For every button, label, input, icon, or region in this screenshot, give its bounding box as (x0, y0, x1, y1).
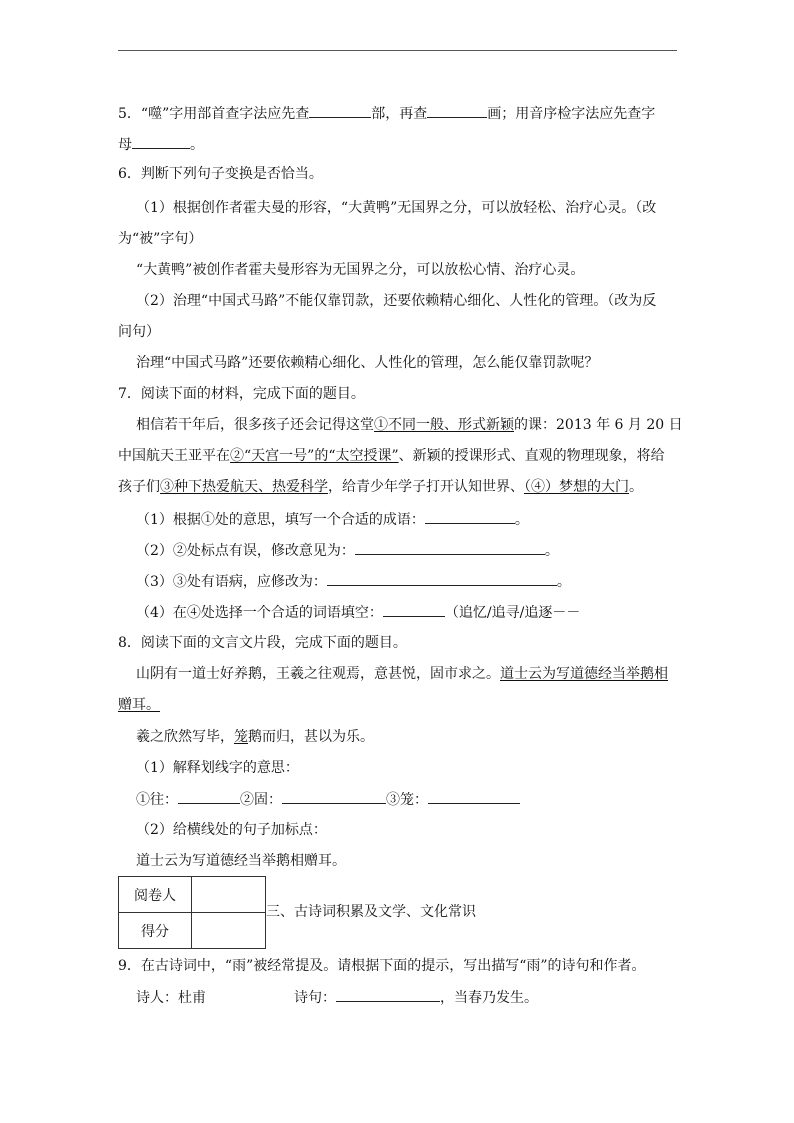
q7-item-text: 。 (514, 512, 529, 528)
q7-item-text: （3）③处有语病，应修改为： (136, 574, 327, 590)
q5-text: 。 (190, 137, 204, 153)
q7-text: 相信若干年后，很多孩子还会记得这堂 (136, 417, 374, 433)
reviewer-label: 阅卷人 (119, 877, 192, 913)
q7-answer-blank-2[interactable] (355, 540, 545, 555)
score-table (118, 876, 266, 949)
score-cell[interactable] (192, 913, 266, 949)
q7-item3 (136, 571, 571, 592)
q5-line2 (118, 134, 204, 155)
q8-blank-1[interactable] (178, 789, 240, 804)
q5-blank-radical[interactable] (309, 103, 371, 118)
q8-word-label: ①往： (136, 792, 178, 808)
q7-item-text: （4）在④处选择一个合适的词语填空： (136, 605, 383, 621)
q7-item4 (136, 602, 580, 623)
q6-sub2: （2）治理“中国式马路”不能仅靠罚款，还要依赖精心细化、人性化的管理。（改为反 (136, 293, 657, 309)
q7-text: 、新颖的授课形式、直观的物理现象，将给 (398, 448, 665, 464)
q8-item1: （1）解释划线字的意思： (136, 760, 299, 776)
q5-blank-letter[interactable] (132, 134, 190, 149)
q7-material-line3 (118, 477, 643, 497)
q8-blank-3[interactable] (428, 789, 520, 804)
q7-underline-2: ②“天宫一号”的“太空授课” (230, 448, 399, 464)
q8-text: 鹅而归，甚以为乐。 (248, 729, 374, 745)
q8-item2: （2）给横线处的句子加标点： (136, 822, 327, 838)
q7-item1 (136, 509, 529, 530)
q8-text: 羲之欣然写毕， (136, 729, 234, 745)
q7-answer-blank-1[interactable] (425, 509, 515, 524)
q8-blank-2[interactable] (282, 789, 386, 804)
q5-text: 5．“噬”字用部首查字法应先查 (118, 106, 310, 122)
reviewer-cell[interactable] (192, 877, 266, 913)
q6-sub1: （1）根据创作者霍夫曼的形容，“大黄鸭”无国界之分，可以放轻松、治疗心灵。（改 (136, 200, 657, 216)
q7-text: 中国航天王亚平在 (118, 448, 230, 464)
q7-item2 (136, 540, 559, 561)
q5-text: 画；用音序检字法应先查字 (487, 106, 656, 122)
q8-item2-text: 道士云为写道德经当举鹅相赠耳。 (136, 853, 346, 869)
q7-item-text: 。 (556, 574, 571, 590)
q5-line1 (118, 103, 655, 124)
q8-underline-sentence: 道士云为写道德经当举鹅相 (500, 666, 668, 682)
q7-item-text: （1）根据①处的意思，填写一个合适的成语： (136, 512, 425, 528)
q7-answer-blank-4[interactable] (383, 602, 445, 617)
q9-verse-label: 诗句： (294, 990, 336, 1006)
q7-answer-blank-3[interactable] (327, 571, 557, 586)
q7-text: 孩子们 (118, 479, 160, 495)
q7-text: 。 (629, 479, 643, 495)
q6-sub1-cont: 为“被”字句） (118, 231, 203, 247)
q9-title: 9．在古诗词中，“雨”被经常提及。请根据下面的提示，写出描写“雨”的诗句和作者。 (118, 958, 646, 974)
q8-text-line3 (136, 727, 374, 747)
q5-blank-strokes[interactable] (427, 103, 487, 118)
q6-sub2-answer: 治理“中国式马路”还要依赖精心细化、人性化的管理，怎么能仅靠罚款呢？ (136, 355, 599, 371)
q8-underline-sentence-cont: 赠耳。 (118, 697, 160, 713)
q7-title: 7．阅读下面的材料，完成下面的题目。 (118, 386, 365, 402)
q8-underline-word: 笼 (234, 729, 248, 745)
q7-underline-1: ①不同一般、形式新颖 (374, 417, 514, 433)
q9-verse-blank[interactable] (336, 987, 440, 1002)
q8-text-line1 (136, 664, 668, 684)
q5-text: 部，再查 (371, 106, 428, 122)
q7-material-line2 (118, 446, 665, 466)
q5-text: 母 (118, 137, 132, 153)
q8-words-line (136, 789, 520, 810)
q9-line (136, 987, 538, 1008)
q8-word-label: ③笼： (386, 792, 428, 808)
q6-title: 6．判断下列句子变换是否恰当。 (118, 166, 323, 182)
q7-item-text: 。 (544, 543, 559, 559)
q7-text: 的课：2013 年 6 月 20 日 (514, 417, 683, 433)
q6-sub2-cont: 问句） (118, 324, 160, 340)
q9-poet: 诗人：杜甫 (136, 990, 206, 1006)
section3-title: 三、古诗词积累及文学、文化常识 (266, 904, 476, 920)
q7-item-text: （追忆/追寻/追逐－－ (444, 605, 581, 621)
q7-underline-3: ③种下热爱航天、热爱科学 (160, 479, 328, 495)
header-rule (118, 50, 677, 51)
q7-text: ，给青少年学子打开认知世界、 (328, 479, 524, 495)
q9-verse-end: ，当春乃发生。 (440, 990, 538, 1006)
q8-word-label: ②固： (240, 792, 282, 808)
q6-sub1-answer: “大黄鸭”被创作者霍夫曼形容为无国界之分，可以放松心情、治疗心灵。 (136, 262, 585, 278)
q7-material-line1 (136, 415, 683, 435)
q7-item-text: （2）②处标点有误，修改意见为： (136, 543, 355, 559)
q8-text: 山阴有一道士好养鹅，王羲之往观焉，意甚悦，固市求之。 (136, 666, 500, 682)
q8-text-line2 (118, 695, 160, 715)
score-label: 得分 (119, 913, 192, 949)
q8-title: 8．阅读下面的文言文片段，完成下面的题目。 (118, 635, 407, 651)
q7-underline-4: （④）梦想的大门 (524, 479, 629, 495)
